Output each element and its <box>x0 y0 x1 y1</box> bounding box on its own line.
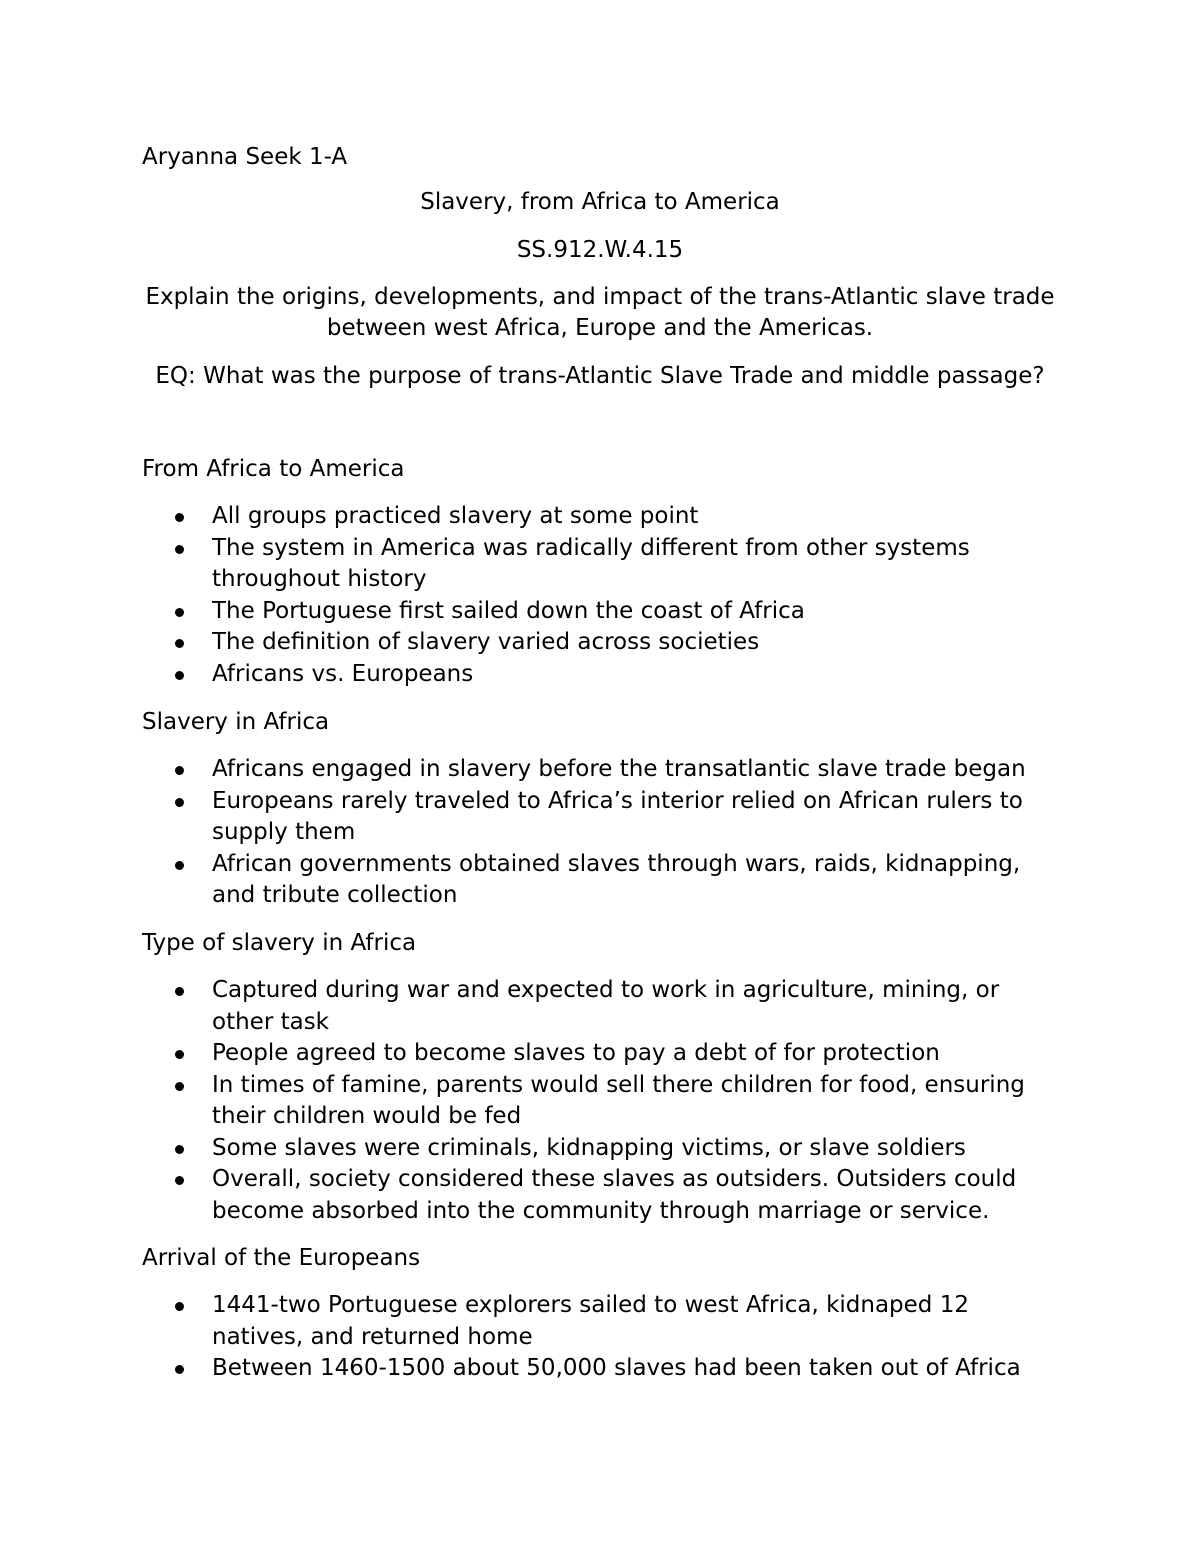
list-item-text: Some slaves were criminals, kidnapping victims, or slave soldiers <box>212 1134 966 1161</box>
bullet-icon <box>175 798 184 807</box>
section-heading: Slavery in Africa <box>142 709 330 735</box>
bullet-list <box>142 975 1058 1227</box>
list-item <box>142 754 1058 786</box>
list-item-text: All groups practiced slavery at some point <box>212 503 699 529</box>
list-item-text: 1441-two Portuguese explorers sailed to west Africa, kidnaped 12 natives, and returned home <box>212 1292 969 1350</box>
bullet-icon <box>175 608 184 617</box>
bullet-list <box>142 501 1058 690</box>
list-item-text: The system in America was radically different from other systems throughout history <box>212 534 970 592</box>
list-item-text: The definition of slavery varied across societies <box>212 629 760 655</box>
list-item-text: People agreed to become slaves to pay a debt of for protection <box>212 1040 940 1066</box>
list-item-text: African governments obtained slaves through wars, raids, kidnapping, and tribute collection <box>212 850 1021 908</box>
list-item <box>142 1290 1058 1353</box>
bullet-icon <box>175 1176 184 1185</box>
bullet-icon <box>175 1302 184 1311</box>
section-type-of-slavery <box>142 928 1058 1227</box>
list-item <box>142 1164 1058 1227</box>
list-item <box>142 1038 1058 1070</box>
bullet-icon <box>175 1145 184 1154</box>
essential-question: EQ: What was the purpose of trans-Atlantic Slave Trade and middle passage? <box>155 363 1045 389</box>
list-item-text: Europeans rarely traveled to Africa’s interior relied on African rulers to supply them <box>212 787 1023 845</box>
bullet-list <box>142 754 1058 912</box>
author-line: Aryanna Seek 1-A <box>142 144 348 170</box>
list-item-text: Africans engaged in slavery before the transatlantic slave trade began <box>212 756 1026 782</box>
list-item-text: Africans vs. Europeans <box>212 660 474 687</box>
bullet-icon <box>175 861 184 870</box>
list-item <box>142 786 1058 849</box>
section-slavery-in-africa <box>142 707 1058 912</box>
bullet-icon <box>175 545 184 554</box>
bullet-icon <box>175 1082 184 1091</box>
bullet-icon <box>175 1050 184 1059</box>
section-heading: From Africa to America <box>142 456 405 482</box>
list-item <box>142 533 1058 596</box>
bullet-icon <box>175 987 184 996</box>
section-arrival-of-europeans <box>142 1243 1058 1385</box>
list-item-text: Overall, society considered these slaves as outsiders. Outsiders could become absorbed into the community through marriage or service. <box>212 1166 1017 1224</box>
list-item <box>142 627 1058 659</box>
section-from-africa-to-america <box>142 454 1058 690</box>
list-item <box>142 596 1058 628</box>
section-heading: Type of slavery in Africa <box>142 930 417 956</box>
bullet-icon <box>175 513 184 522</box>
bullet-list <box>142 1290 1058 1385</box>
bullet-icon <box>175 671 184 680</box>
section-heading: Arrival of the Europeans <box>142 1245 421 1271</box>
list-item-text: In times of famine, parents would sell there children for food, ensuring their children would be fed <box>212 1071 1025 1129</box>
list-item <box>142 501 1058 533</box>
benchmark-text: Explain the origins, developments, and impact of the trans-Atlantic slave trade between west Africa, Europe and the Americas. <box>145 284 1055 341</box>
bullet-icon <box>175 766 184 775</box>
list-item <box>142 1133 1058 1165</box>
list-item <box>142 659 1058 691</box>
list-item <box>142 849 1058 912</box>
bullet-icon <box>175 639 184 648</box>
list-item-text: Captured during war and expected to work in agriculture, mining, or other task <box>212 977 1000 1035</box>
document-title: Slavery, from Africa to America <box>420 189 780 215</box>
list-item-text: The Portuguese first sailed down the coast of Africa <box>212 597 805 624</box>
list-item <box>142 975 1058 1038</box>
bullet-icon <box>175 1365 184 1374</box>
list-item <box>142 1070 1058 1133</box>
list-item-text: Between 1460-1500 about 50,000 slaves had been taken out of Africa <box>212 1355 1021 1381</box>
standard-code: SS.912.W.4.15 <box>516 237 684 263</box>
list-item <box>142 1353 1058 1385</box>
